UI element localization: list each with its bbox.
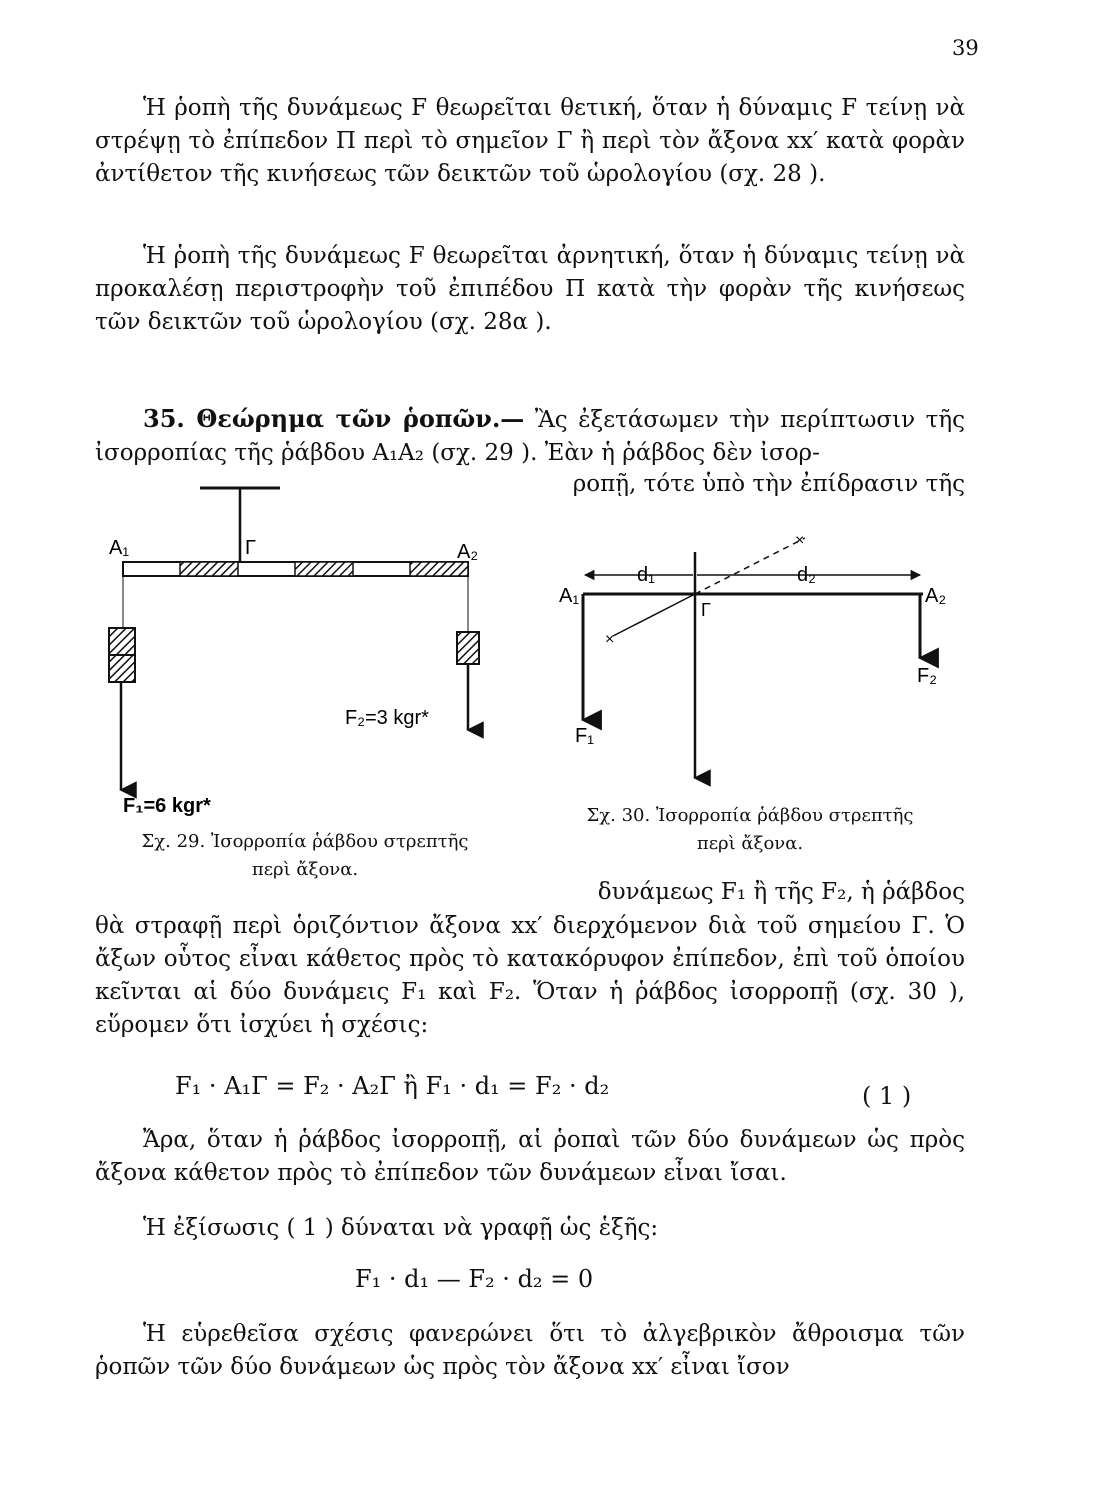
theorem-text-continued: δυνάμεως F₁ ἢ τῆς F₂, ἡ ῥάβδος <box>597 879 965 905</box>
axis-xx-solid <box>613 594 695 636</box>
caption-29-line1: Σχ. 29. Ἰσορροπία ῥάβδου στρεπτῆς <box>141 831 469 852</box>
equation-number: ( 1 ) <box>862 1082 912 1110</box>
caption-30-line2: περὶ ἄξονα. <box>696 833 804 854</box>
caption-figure-30 <box>540 802 960 858</box>
label-f1: F₁=6 kgr* <box>123 795 211 817</box>
theorem-intro-text: Ἂς ἐξετάσωμεν τὴν περίπτωσιν τῆς ἰσορροπίας τῆς ῥάβδου A₁A₂ (σχ. 29 ). Ἐὰν ἡ ῥάβδος δὲν ἰσορ- <box>95 407 965 466</box>
label-f1: F₁ <box>575 725 594 747</box>
equation-2: F₁ · d₁ — F₂ · d₂ = 0 <box>355 1265 594 1293</box>
rod-segment <box>410 562 468 576</box>
label-a1: A₁ <box>559 585 580 607</box>
axis-xx-dashed <box>695 538 805 594</box>
weight-right <box>457 632 479 664</box>
label-a1: A₁ <box>109 537 130 559</box>
label-d1: d₁ <box>637 564 655 586</box>
label-x-bottom: × <box>605 631 615 648</box>
section-title: 35. Θεώρημα τῶν ῥοπῶν.— <box>143 404 525 433</box>
label-gamma: Γ <box>245 537 257 559</box>
label-f2: F₂ <box>917 665 937 687</box>
rod-segment <box>295 562 353 576</box>
paragraph-theorem-intro <box>95 402 965 470</box>
label-f2: F₂=3 kgr* <box>345 707 429 729</box>
rod-segment <box>180 562 238 576</box>
equation-1: F₁ · A₁Γ = F₂ · A₂Γ ἢ F₁ · d₁ = F₂ · d₂ <box>175 1072 610 1100</box>
paragraph-negative-moment: Ἡ ῥοπὴ τῆς δυνάμεως F θεωρεῖται ἀρνητική, ὅταν ἡ δύναμις τείνῃ νὰ προκαλέσῃ περιστροφὴν τοῦ ἐπιπέδου Π κατὰ τὴν φορὰν τῆς κινήσεως τῶν δεικτῶν τοῦ ὡρολογίου (σχ. 28α ). <box>95 243 965 335</box>
caption-figure-29 <box>95 828 515 884</box>
paragraph-algebraic-sum: Ἡ εὑρεθεῖσα σχέσις φανερώνει ὅτι τὸ ἀλγεβρικὸν ἄθροισμα τῶν ῥοπῶν τῶν δύο δυνάμεων ὡς πρὸς τὸν ἄξονα xx′ εἶναι ἴσον <box>95 1321 965 1380</box>
label-a2: A₂ <box>925 585 947 607</box>
paragraph-positive-moment: Ἡ ῥοπὴ τῆς δυνάμεως F θεωρεῖται θετική, ὅταν ἡ δύναμις F τείνῃ νὰ στρέψῃ τὸ ἐπίπεδον Π περὶ τὸ σημεῖον Γ ἢ περὶ τὸν ἄξονα xx′ κατὰ φορὰν ἀντίθετον τῆς κινήσεως τῶν δεικτῶν τοῦ ὡρολογίου (σχ. 28 ). <box>95 95 965 187</box>
caption-30-line1: Σχ. 30. Ἰσορροπία ῥάβδου στρεπτῆς <box>586 805 914 826</box>
figure-29 <box>95 480 495 830</box>
caption-29-line2: περὶ ἄξονα. <box>251 859 359 880</box>
label-gamma: Γ <box>701 600 711 620</box>
paragraph-axis-description: θὰ στραφῇ περὶ ὁριζόντιον ἄξονα xx′ διερχόμενον διὰ τοῦ σημείου Γ. Ὁ ἄξων οὗτος εἶναι κάθετος πρὸς τὸ κατακόρυφον ἐπίπεδον, ἐπὶ τοῦ ὁποίου κεῖνται αἱ δύο δυνάμεις F₁ καὶ F₂. Ὅταν ἡ ῥάβδος ἰσορροπῇ (σχ. 30 ), εὕρομεν ὅτι ἰσχύει ἡ σχέσις: <box>95 913 965 1038</box>
paragraph-rewrite: Ἡ ἐξίσωσις ( 1 ) δύναται νὰ γραφῇ ὡς ἑξῆς: <box>143 1215 659 1241</box>
label-a2: A₂ <box>457 541 479 563</box>
label-d2: d₂ <box>797 564 816 586</box>
label-x-top: × <box>795 532 805 549</box>
theorem-intro-continued: ροπῇ, τότε ὑπὸ τὴν ἐπίδρασιν τῆς <box>572 471 965 497</box>
paragraph-equal-moments: Ἄρα, ὅταν ἡ ῥάβδος ἰσορροπῇ, αἱ ῥοπαὶ τῶν δύο δυνάμεων ὡς πρὸς ἄξονα κάθετον πρὸς τὸ ἐπίπεδον τῶν δυνάμεων εἶναι ἴσαι. <box>95 1127 965 1186</box>
page-number: 39 <box>952 36 979 60</box>
figure-30 <box>545 520 965 790</box>
